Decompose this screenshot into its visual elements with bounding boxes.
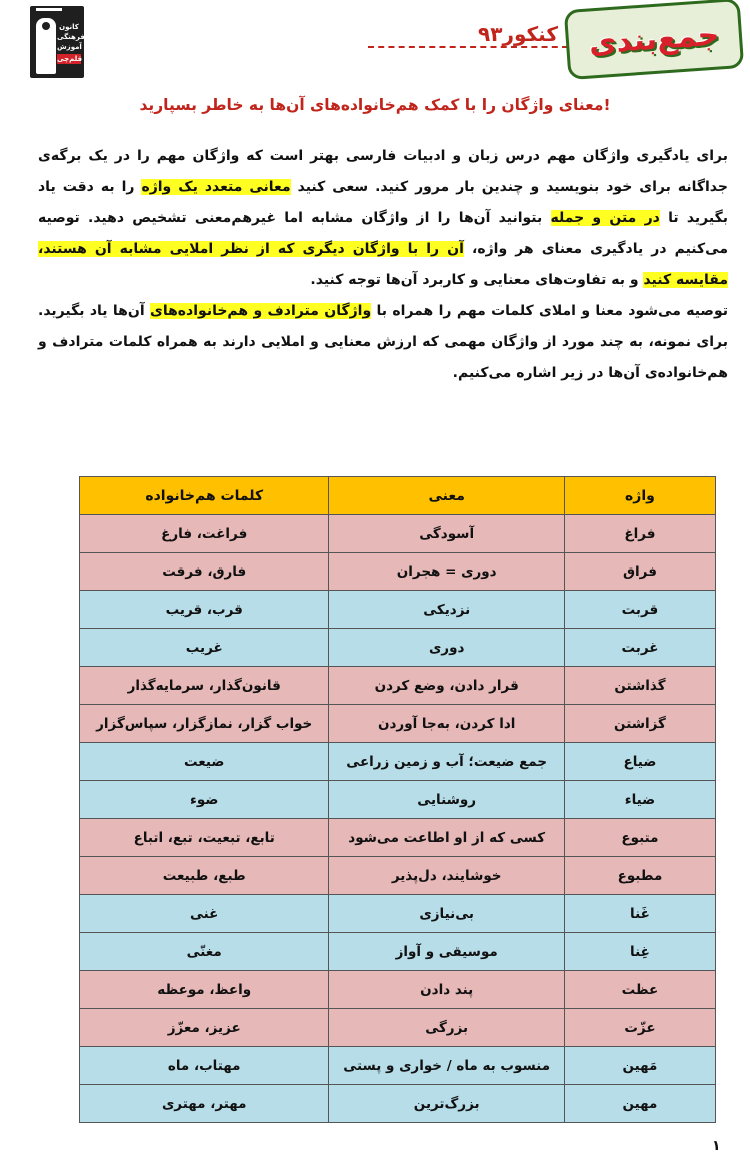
- cell-word: غِنا: [564, 933, 715, 971]
- table-row: [80, 667, 716, 705]
- text-run: را به دقت یاد بگیرید تا: [38, 179, 728, 226]
- table-row: [80, 705, 716, 743]
- logo-line: کانون: [59, 23, 79, 31]
- header-dashed-divider: [368, 46, 568, 48]
- cell-word: مهین: [564, 1085, 715, 1123]
- cell-meaning: نزدیکی: [329, 591, 564, 629]
- table-row: [80, 819, 716, 857]
- second-paragraph: [38, 296, 728, 389]
- cell-word: ضیاء: [564, 781, 715, 819]
- cell-meaning: روشنایی: [329, 781, 564, 819]
- table-row: [80, 971, 716, 1009]
- header-family: کلمات هم‌خانواده: [80, 477, 329, 515]
- cell-word: مطبوع: [564, 857, 715, 895]
- text-run: بتوانید آن‌ها را از واژگان مشابه اما غیرهم‌معنی تشخیص دهید. توصیه می‌کنیم در یادگیری معنای هر واژه،: [38, 210, 728, 257]
- cell-family: قانون‌گذار، سرمایه‌گذار: [80, 667, 329, 705]
- table-header-row: [80, 477, 716, 515]
- header-word: واژه: [564, 477, 715, 515]
- table-row: [80, 1047, 716, 1085]
- cell-word: قربت: [564, 591, 715, 629]
- brand-badge: [564, 0, 744, 80]
- cell-word: غَنا: [564, 895, 715, 933]
- cell-family: قرب، قریب: [80, 591, 329, 629]
- cell-meaning: موسیقی و آواز: [329, 933, 564, 971]
- cell-family: عزیز، معزّز: [80, 1009, 329, 1047]
- cell-family: ضیعت: [80, 743, 329, 781]
- cell-word: عزّت: [564, 1009, 715, 1047]
- cell-meaning: ادا کردن، به‌جا آوردن: [329, 705, 564, 743]
- text-run: و به تفاوت‌های معنایی و کاربرد آن‌ها توجه کنید.: [310, 272, 644, 288]
- table-row: [80, 743, 716, 781]
- cell-meaning: قرار دادن، وضع کردن: [329, 667, 564, 705]
- cell-word: فراغ: [564, 515, 715, 553]
- text-run: آن‌ها یاد بگیرید. برای نمونه، به چند مورد از واژگان مهمی که ارزش معنایی و املایی دارند به همراه کلمات مترادف و هم‌خانواده‌ی آن‌ها در زیر اشاره می‌کنیم.: [38, 303, 728, 381]
- cell-meaning: بزرگ‌ترین: [329, 1085, 564, 1123]
- cell-family: مهتر، مهتری: [80, 1085, 329, 1123]
- brand-text: جمع‌بندی: [587, 16, 721, 62]
- cell-family: غریب: [80, 629, 329, 667]
- text-run: توصیه می‌شود معنا و املای کلمات مهم را همراه با: [371, 303, 728, 319]
- cell-meaning: دوری: [329, 629, 564, 667]
- header-meaning: معنی: [329, 477, 564, 515]
- logo-text: [57, 22, 85, 64]
- cell-family: تابع، تبعیت، تبع، اتباع: [80, 819, 329, 857]
- cell-family: غنی: [80, 895, 329, 933]
- cell-meaning: دوری = هجران: [329, 553, 564, 591]
- highlight-run: واژگان مترادف و هم‌خانواده‌های: [150, 303, 372, 319]
- cell-word: گذاشتن: [564, 667, 715, 705]
- cell-word: گزاشتن: [564, 705, 715, 743]
- cell-family: فارق، فرقت: [80, 553, 329, 591]
- table-row: [80, 857, 716, 895]
- cell-meaning: آسودگی: [329, 515, 564, 553]
- cell-family: واعظ، موعظه: [80, 971, 329, 1009]
- cell-family: مهتاب، ماه: [80, 1047, 329, 1085]
- text-run: برای یادگیری واژگان مهم درس زبان و ادبیات فارسی بهتر است که واژگان مهم را در یک برگه‌ی جداگانه برای خود بنویسید و چندین بار مرور کنید. سعی کنید: [38, 148, 728, 195]
- cell-word: متبوع: [564, 819, 715, 857]
- highlight-run: در متن و جمله: [550, 210, 660, 226]
- table-row: [80, 1009, 716, 1047]
- intro-paragraph: [38, 141, 728, 296]
- table-row: [80, 591, 716, 629]
- cell-word: عظت: [564, 971, 715, 1009]
- highlight-run: آن را با واژگان دیگری که از نظر املایی مشابه آن هستند، مقایسه کنید: [38, 241, 728, 288]
- cell-meaning: بزرگی: [329, 1009, 564, 1047]
- cell-family: مغنّی: [80, 933, 329, 971]
- table-row: [80, 781, 716, 819]
- graduate-figure-icon: [36, 18, 56, 74]
- table-row: [80, 1085, 716, 1123]
- cell-meaning: جمع ضیعت؛ آب و زمین زراعی: [329, 743, 564, 781]
- cell-family: طبع، طبیعت: [80, 857, 329, 895]
- highlight-run: معانی متعدد یک واژه: [141, 179, 291, 195]
- cell-meaning: بی‌نیازی: [329, 895, 564, 933]
- cell-meaning: منسوب به ماه / خواری و پستی: [329, 1047, 564, 1085]
- page-number: ۱: [712, 1138, 721, 1154]
- table-row: [80, 629, 716, 667]
- publisher-logo: [30, 6, 84, 78]
- cell-family: ضوء: [80, 781, 329, 819]
- cell-meaning: کسی که از او اطاعت می‌شود: [329, 819, 564, 857]
- table-row: [80, 515, 716, 553]
- cell-word: فراق: [564, 553, 715, 591]
- table-row: [80, 895, 716, 933]
- cell-family: فراغت، فارغ: [80, 515, 329, 553]
- vocabulary-table: [79, 476, 716, 1123]
- cell-family: خواب گزار، نمازگزار، سپاس‌گزار: [80, 705, 329, 743]
- logo-line: آموزش: [57, 43, 82, 51]
- table-row: [80, 553, 716, 591]
- section-label: کنکور۹۳: [478, 22, 558, 46]
- cell-meaning: پند دادن: [329, 971, 564, 1009]
- table-row: [80, 933, 716, 971]
- page-title: معنای واژگان را با کمک هم‌خانواده‌های آن‌ها به خاطر بسپارید!: [139, 96, 611, 114]
- cell-word: مَهین: [564, 1047, 715, 1085]
- cell-word: ضیاع: [564, 743, 715, 781]
- page-header: [0, 0, 750, 90]
- logo-line: قلم‌چی: [57, 55, 83, 63]
- logo-line: فرهنگی: [57, 33, 85, 41]
- cell-meaning: خوشایند، دل‌پذیر: [329, 857, 564, 895]
- cell-word: غربت: [564, 629, 715, 667]
